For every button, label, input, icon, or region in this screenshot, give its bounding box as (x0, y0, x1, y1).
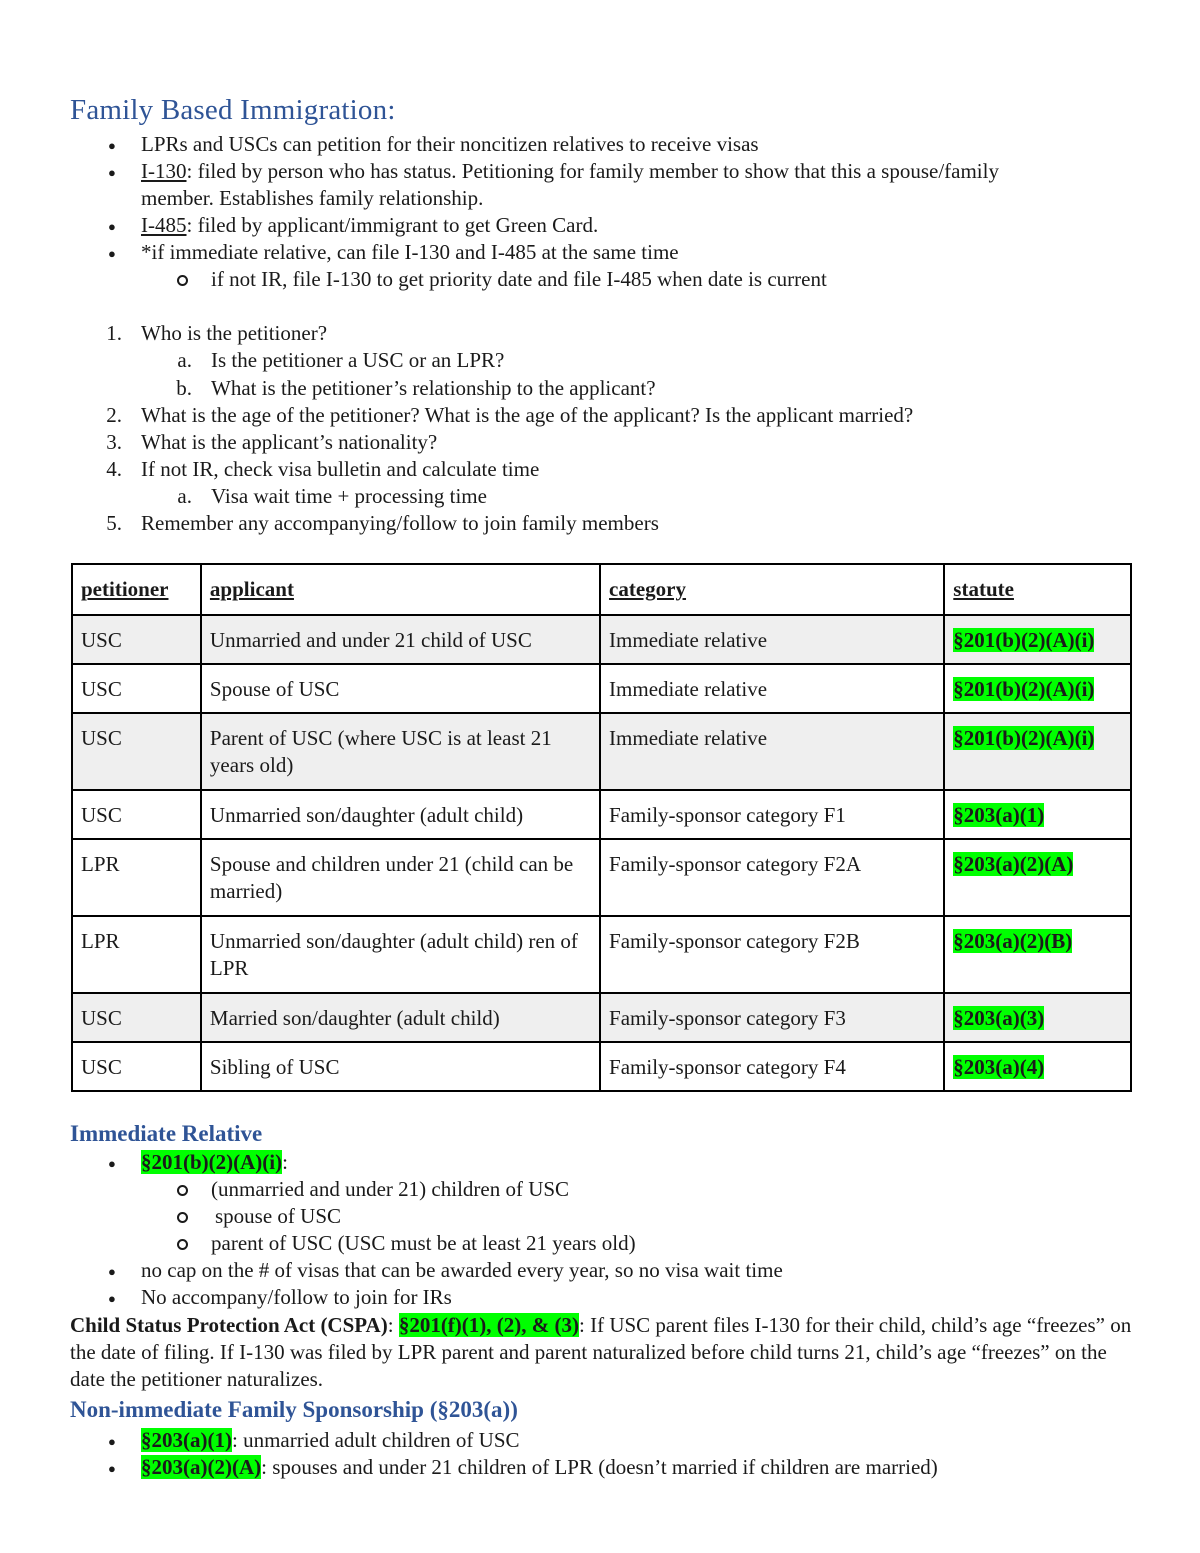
bullet-text: no cap on the # of visas that can be awarded every year, so no visa wait time (141, 1258, 783, 1282)
step-letter: b. (176, 376, 192, 400)
statute-highlight: §201(b)(2)(A)(i) (953, 628, 1095, 652)
page-title: Family Based Immigration: (70, 94, 396, 126)
cell-statute (944, 664, 1131, 713)
table-header-row (72, 564, 1131, 615)
cspa-paragraph (70, 1312, 1135, 1393)
bullet-text-continued: member. Establishes family relationship. (141, 186, 484, 210)
table-row (72, 916, 1131, 993)
statute-highlight: §201(b)(2)(A)(i) (953, 726, 1095, 750)
cell-applicant: Parent of USC (where USC is at least 21 years old) (201, 713, 600, 790)
bullet-dot: ● (108, 219, 116, 234)
bullet-dot: ● (108, 1461, 116, 1476)
cspa-sep: : (387, 1313, 399, 1337)
statute-highlight: §201(b)(2)(A)(i) (953, 677, 1095, 701)
bullet-text-part: : filed by person who has status. Petitioning for family member to show that this a spouse/family (186, 159, 999, 183)
family-categories-table (71, 563, 1132, 1092)
cell-applicant: Spouse of USC (201, 664, 600, 713)
cell-petitioner: USC (72, 1042, 201, 1091)
cell-petitioner: USC (72, 993, 201, 1042)
statute-highlight: §203(a)(2)(A) (953, 852, 1074, 876)
step-letter: a. (177, 348, 192, 372)
step-number: 3. (106, 430, 122, 454)
cell-applicant: Sibling of USC (201, 1042, 600, 1091)
step-text: Remember any accompanying/follow to join family members (141, 511, 659, 535)
step-number: 1. (106, 321, 122, 345)
statute-highlight: §203(a)(1) (953, 803, 1045, 827)
cell-petitioner: USC (72, 664, 201, 713)
cell-statute (944, 615, 1131, 664)
bullet-dot: ● (108, 1291, 116, 1306)
bullet-dot: ● (108, 1156, 116, 1171)
cell-statute (944, 916, 1131, 993)
step-text: Is the petitioner a USC or an LPR? (211, 348, 505, 372)
bullet-text-part: : spouses and under 21 children of LPR (doesn’t married if children are married) (261, 1455, 938, 1479)
table-row (72, 790, 1131, 839)
cell-applicant: Married son/daughter (adult child) (201, 993, 600, 1042)
form-link-i485[interactable]: I-485 (141, 213, 187, 237)
header-petitioner: petitioner (72, 564, 201, 615)
step-text: What is the applicant’s nationality? (141, 430, 438, 454)
cell-applicant: Unmarried son/daughter (adult child) ren of LPR (201, 916, 600, 993)
sub-bullet-circle (177, 1239, 188, 1250)
cell-petitioner: USC (72, 790, 201, 839)
sub-bullet-text: if not IR, file I-130 to get priority date and file I-485 when date is current (211, 267, 827, 291)
bullet-text (141, 1427, 520, 1454)
cell-petitioner: LPR (72, 839, 201, 916)
sub-bullet-circle (177, 1212, 188, 1223)
sub-bullet-text: parent of USC (USC must be at least 21 years old) (211, 1231, 636, 1255)
bullet-dot: ● (108, 138, 116, 153)
cell-statute (944, 993, 1131, 1042)
cell-applicant: Spouse and children under 21 (child can be married) (201, 839, 600, 916)
step-text: What is the age of the petitioner? What is the age of the applicant? Is the applicant married? (141, 403, 914, 427)
sub-bullet-text: (unmarried and under 21) children of USC (211, 1177, 570, 1201)
table-row (72, 993, 1131, 1042)
table-row (72, 1042, 1131, 1091)
cell-applicant: Unmarried son/daughter (adult child) (201, 790, 600, 839)
statute-highlight: §201(b)(2)(A)(i) (141, 1150, 283, 1174)
cell-category: Family-sponsor category F1 (600, 790, 944, 839)
cell-category: Family-sponsor category F4 (600, 1042, 944, 1091)
cell-category: Family-sponsor category F3 (600, 993, 944, 1042)
step-text: Who is the petitioner? (141, 321, 328, 345)
table-row (72, 713, 1131, 790)
sub-bullet-text: spouse of USC (215, 1204, 342, 1228)
sub-bullet-circle (177, 275, 188, 286)
table-row (72, 839, 1131, 916)
table-row (72, 615, 1131, 664)
cell-petitioner: USC (72, 615, 201, 664)
form-link-i130[interactable]: I-130 (141, 159, 187, 183)
bullet-dot: ● (108, 1434, 116, 1449)
table-row (72, 664, 1131, 713)
bullet-text-part: : unmarried adult children of USC (231, 1428, 520, 1452)
cell-petitioner: LPR (72, 916, 201, 993)
cell-petitioner: USC (72, 713, 201, 790)
statute-highlight: §203(a)(1) (141, 1428, 232, 1452)
step-letter: a. (177, 484, 192, 508)
cell-category: Immediate relative (600, 664, 944, 713)
bullet-text (141, 158, 999, 185)
bullet-text-part: : filed by applicant/immigrant to get Green Card. (186, 213, 599, 237)
header-category: category (600, 564, 944, 615)
step-number: 4. (106, 457, 122, 481)
cspa-text: : If USC parent files I-130 for their child, child’s age “freezes” on the date of filing. If I-130 was filed by LPR parent and parent naturalized before child turns 21, child’s age “freezes” on the date the petitioner naturalizes. (70, 1313, 1132, 1391)
cell-statute (944, 839, 1131, 916)
bullet-dot: ● (108, 246, 116, 261)
statute-highlight: §203(a)(2)(B) (953, 929, 1073, 953)
step-text: What is the petitioner’s relationship to the applicant? (211, 376, 656, 400)
step-number: 5. (106, 511, 122, 535)
bullet-text: LPRs and USCs can petition for their noncitizen relatives to receive visas (141, 132, 759, 156)
header-applicant: applicant (201, 564, 600, 615)
bullet-text: *if immediate relative, can file I-130 and I-485 at the same time (141, 240, 679, 264)
step-text: If not IR, check visa bulletin and calculate time (141, 457, 540, 481)
cell-statute (944, 790, 1131, 839)
step-number: 2. (106, 403, 122, 427)
section-heading-immediate-relative: Immediate Relative (70, 1121, 263, 1146)
header-statute: statute (944, 564, 1131, 615)
cspa-label: Child Status Protection Act (CSPA) (70, 1313, 388, 1337)
statute-highlight: §203(a)(3) (953, 1006, 1045, 1030)
cell-applicant: Unmarried and under 21 child of USC (201, 615, 600, 664)
colon: : (282, 1150, 288, 1174)
statute-highlight: §203(a)(4) (953, 1055, 1045, 1079)
bullet-dot: ● (108, 165, 116, 180)
sub-bullet-circle (177, 1185, 188, 1196)
cell-statute (944, 713, 1131, 790)
cell-category: Immediate relative (600, 713, 944, 790)
step-text: Visa wait time + processing time (211, 484, 487, 508)
bullet-text (141, 212, 598, 239)
cell-category: Family-sponsor category F2B (600, 916, 944, 993)
bullet-text (141, 1454, 938, 1481)
statute-highlight: §201(f)(1), (2), & (3) (398, 1313, 579, 1337)
section-heading-non-immediate: Non-immediate Family Sponsorship (§203(a)) (70, 1397, 518, 1422)
statute-highlight: §203(a)(2)(A) (141, 1455, 262, 1479)
cell-category: Family-sponsor category F2A (600, 839, 944, 916)
bullet-text (141, 1149, 288, 1176)
bullet-text: No accompany/follow to join for IRs (141, 1285, 452, 1309)
cell-category: Immediate relative (600, 615, 944, 664)
bullet-dot: ● (108, 1264, 116, 1279)
cell-statute (944, 1042, 1131, 1091)
